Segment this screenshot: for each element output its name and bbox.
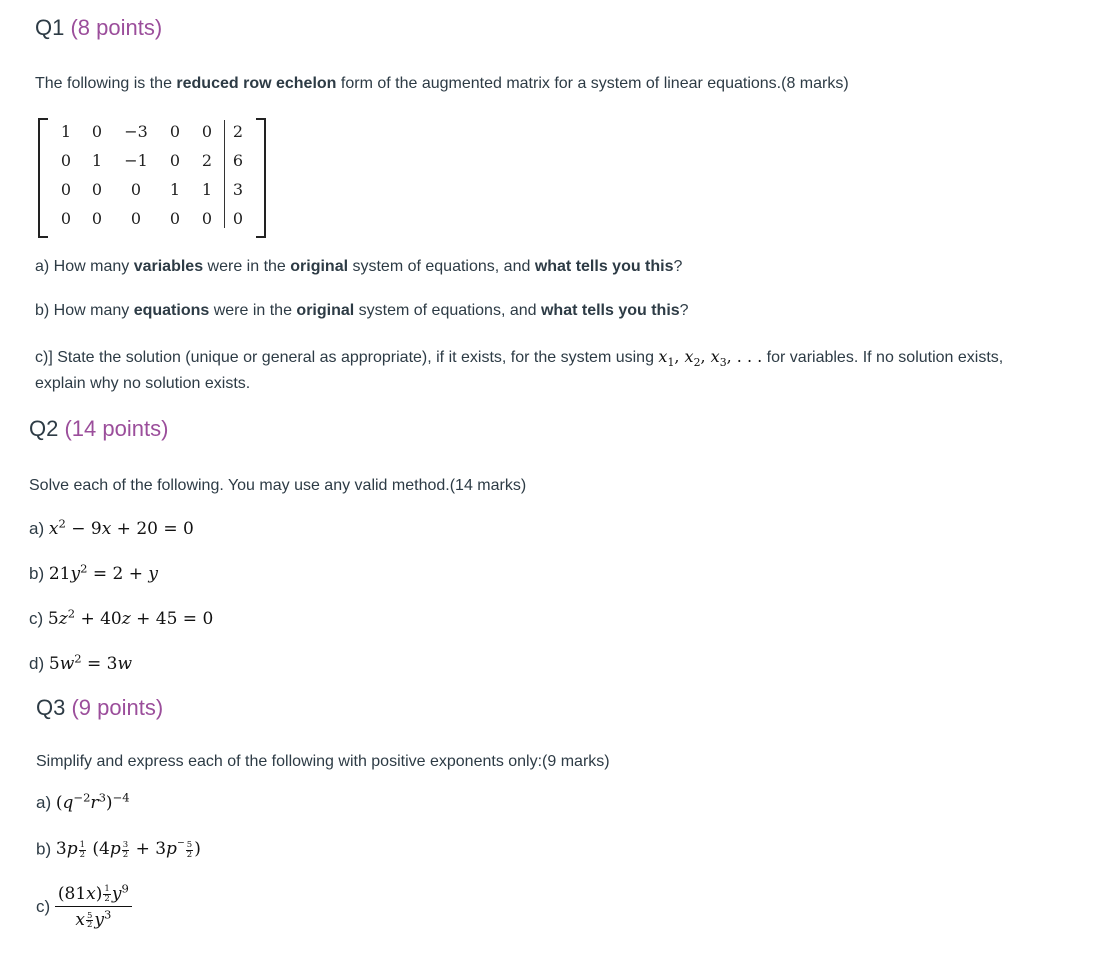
expression: $(q^{-2}r^3)^{-4}$: [55, 790, 130, 813]
q1-intro: [35, 75, 849, 93]
matrix-cell: 0: [232, 209, 244, 228]
q3-part-c: [36, 881, 132, 931]
variables-math: $x_1$, $x_2$, $x_3$, . . .: [658, 347, 763, 370]
matrix-cell: 0: [130, 180, 142, 199]
matrix-cell: 2: [232, 122, 244, 141]
text: system of equations, and: [354, 302, 541, 319]
equation: $5z^2 + 40z + 45 = 0$: [47, 606, 214, 629]
bold-text: original: [290, 258, 349, 275]
q2-label: Q2: [29, 416, 59, 441]
bold-text: what tells you this: [540, 302, 680, 319]
equation: $x^2 - 9x + 20 = 0$: [48, 516, 194, 539]
matrix-cell: 0: [169, 122, 181, 141]
text: were in the: [203, 258, 291, 275]
q2-part-c: [29, 606, 214, 629]
q2-part-a: [29, 516, 194, 539]
q2-part-b: [29, 561, 158, 584]
matrix-cell: 0: [169, 209, 181, 228]
bold-text: what tells you this: [534, 258, 674, 275]
matrix-cell: 6: [232, 151, 244, 170]
text: c)] State the solution (unique or general as appropriate), if it exists, for the system using: [35, 349, 659, 366]
equation: $21y^2 = 2 + y$: [48, 561, 158, 584]
q1-title: [35, 15, 162, 41]
fraction-expression: (81x) $\frac{1}{2}$ $y^9$ x $\frac{5}{2}$ $y^3$: [55, 884, 132, 930]
matrix-cell: 0: [201, 122, 213, 141]
q3-part-a: [36, 790, 130, 813]
text: a) How many: [35, 258, 134, 275]
q3-label: Q3: [36, 695, 66, 720]
part-label: d): [29, 654, 45, 673]
q3-intro: Simplify and express each of the following with positive exponents only:(9 marks): [36, 753, 610, 770]
q1-points: (8 points): [70, 15, 163, 40]
matrix-cell: 1: [60, 122, 72, 141]
bold-text: equations: [133, 302, 210, 319]
q1-part-c: [35, 347, 1004, 370]
q1-intro-text: The following is the: [35, 75, 177, 92]
q2-intro: Solve each of the following. You may use any valid method.(14 marks): [29, 477, 527, 494]
matrix-cell: 1: [169, 180, 181, 199]
q3-title: [36, 695, 163, 721]
text: were in the: [209, 302, 297, 319]
bold-text: original: [296, 302, 355, 319]
q1-label: Q1: [35, 15, 65, 40]
matrix-cell: 0: [60, 180, 72, 199]
bold-text: variables: [133, 258, 204, 275]
text: ?: [673, 258, 683, 275]
matrix-cell: 0: [201, 209, 213, 228]
part-label: c): [29, 609, 44, 628]
text: for variables. If no solution exists,: [762, 349, 1004, 366]
matrix-left-bracket: [38, 118, 48, 238]
expression: 3p $\frac{1}{2}$ (4p $\frac{3}{2}$ + 3p− $\frac{5}{2}$ ): [55, 838, 201, 860]
matrix-cell: 3: [232, 180, 244, 199]
matrix-right-bracket: [256, 118, 266, 238]
q1-part-a: [35, 258, 682, 276]
part-label: b): [36, 839, 52, 859]
q2-title: [29, 416, 168, 442]
q1-part-b: [35, 302, 689, 320]
augmented-matrix: [38, 114, 266, 236]
equation: $5w^2 = 3w$: [48, 651, 133, 674]
part-label: b): [29, 564, 45, 583]
q1-intro-text-end: form of the augmented matrix for a system of linear equations.(8 marks): [336, 75, 849, 92]
matrix-cell: 0: [169, 151, 181, 170]
matrix-cell: 0: [60, 151, 72, 170]
matrix-cell: −1: [124, 151, 148, 170]
q2-part-d: [29, 651, 133, 674]
text: ?: [679, 302, 689, 319]
matrix-cell: 1: [201, 180, 213, 199]
matrix-cell: 1: [91, 151, 103, 170]
q1-part-c-line2: explain why no solution exists.: [35, 375, 251, 392]
matrix-cell: 0: [91, 209, 103, 228]
q3-points: (9 points): [71, 695, 164, 720]
matrix-cell: 0: [60, 209, 72, 228]
matrix-cell: 2: [201, 151, 213, 170]
text: system of equations, and: [348, 258, 535, 275]
part-label: c): [36, 897, 51, 917]
q3-part-b: [36, 838, 201, 860]
text: b) How many: [35, 302, 134, 319]
q2-points: (14 points): [64, 416, 169, 441]
matrix-cell: −3: [124, 122, 148, 141]
matrix-cell: 0: [130, 209, 142, 228]
matrix-cell: 0: [91, 122, 103, 141]
q1-intro-bold: reduced row echelon: [176, 75, 337, 92]
matrix-cell: 0: [91, 180, 103, 199]
part-label: a): [29, 519, 45, 538]
part-label: a): [36, 793, 52, 812]
